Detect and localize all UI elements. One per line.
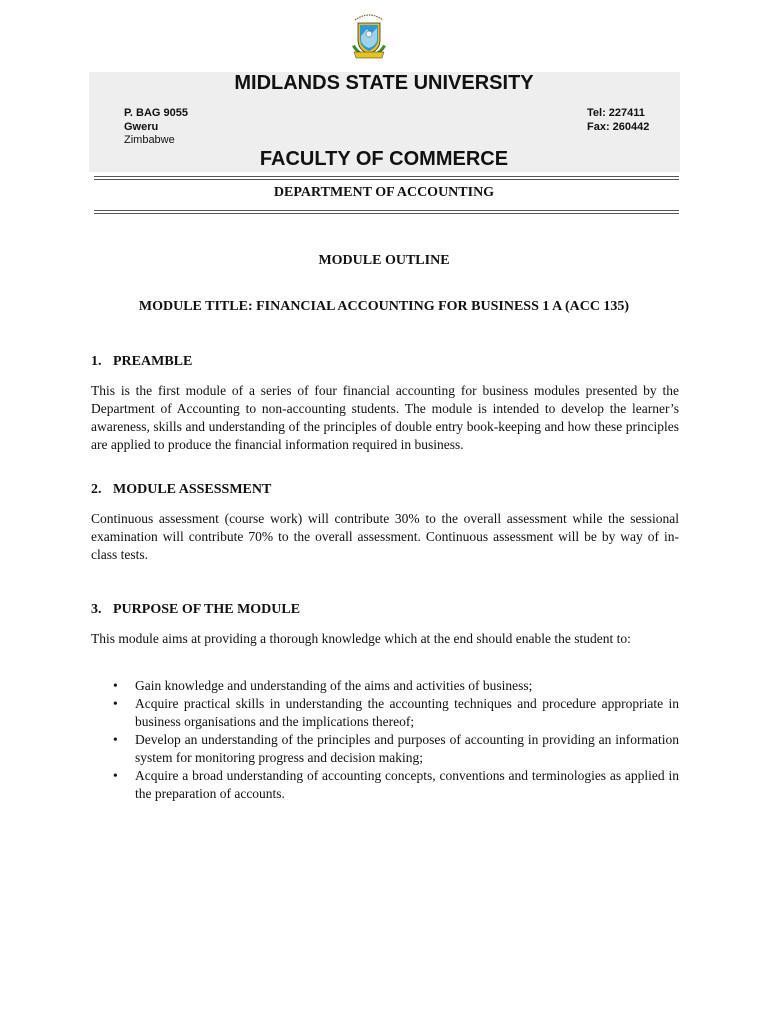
section-number: 3. bbox=[91, 602, 102, 617]
section-number: 1. bbox=[91, 354, 102, 369]
section-heading-assessment bbox=[91, 481, 271, 499]
university-crest-icon bbox=[349, 12, 389, 62]
address-line-3: Zimbabwe bbox=[124, 134, 175, 146]
university-name: MIDLANDS STATE UNIVERSITY bbox=[234, 72, 534, 94]
document-heading: MODULE OUTLINE bbox=[318, 253, 450, 268]
section-title: PURPOSE OF THE MODULE bbox=[113, 602, 301, 617]
purpose-intro-text: This module aims at providing a thorough knowledge which at the end should enable the student to: bbox=[91, 631, 631, 646]
section-title: PREAMBLE bbox=[113, 354, 193, 369]
list-item: • Acquire practical skills in understanding the accounting techniques and procedure appropriate in business organisations and the implications thereof; bbox=[91, 695, 679, 731]
faculty-name: FACULTY OF COMMERCE bbox=[259, 148, 509, 170]
section-heading-purpose bbox=[91, 601, 300, 619]
fax: Fax: 260442 bbox=[587, 120, 650, 133]
section-title: MODULE ASSESSMENT bbox=[113, 482, 272, 497]
section-heading-preamble bbox=[91, 353, 192, 371]
address-line-1: P. BAG 9055 bbox=[124, 107, 189, 119]
department-name: DEPARTMENT OF ACCOUNTING bbox=[273, 185, 495, 200]
divider-top bbox=[94, 176, 679, 180]
contact-info bbox=[587, 107, 649, 134]
preamble-text: This is the first module of a series of four financial accounting for business modules presented by the Department of Accounting to non-accounting students. The module is intended to develop the learner’s awareness, skills and understanding of the principles of double entry book-keeping and how these principles are applied to produce the financial information required in business. bbox=[91, 383, 679, 452]
address-line-2: Gweru bbox=[124, 120, 159, 133]
section-number: 2. bbox=[91, 482, 102, 497]
list-item: • Gain knowledge and understanding of the aims and activities of business; bbox=[91, 677, 679, 695]
assessment-text: Continuous assessment (course work) will contribute 30% to the overall assessment while the sessional examination will contribute 70% to the overall assessment. Continuous assessment will be by way of in-class tests. bbox=[91, 511, 679, 562]
module-title: MODULE TITLE: FINANCIAL ACCOUNTING FOR BUSINESS 1 A (ACC 135) bbox=[138, 299, 630, 314]
list-item: • Acquire a broad understanding of accounting concepts, conventions and terminologies as applied in the preparation of accounts. bbox=[91, 767, 679, 803]
purpose-bullet-list bbox=[91, 677, 679, 803]
postal-address bbox=[124, 107, 188, 148]
telephone: Tel: 227411 bbox=[587, 107, 645, 119]
list-item: • Develop an understanding of the principles and purposes of accounting in providing an information system for monitoring progress and decision making; bbox=[91, 731, 679, 767]
divider-bottom bbox=[94, 210, 679, 214]
